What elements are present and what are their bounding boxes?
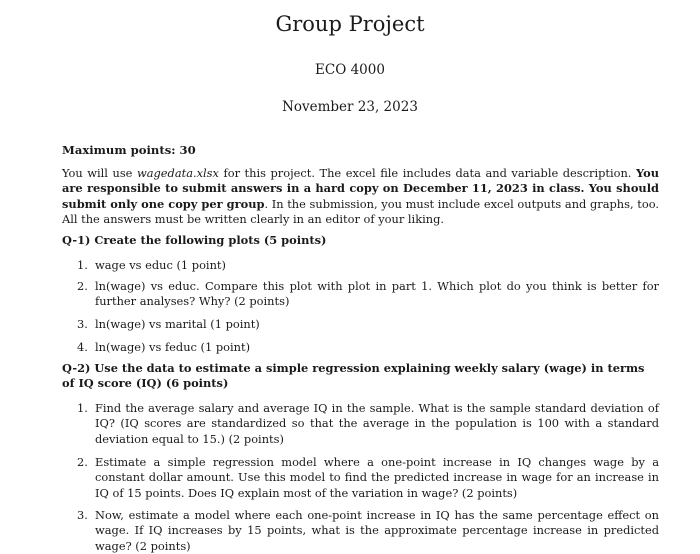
course-code: ECO 4000 (315, 62, 385, 78)
intro-filename: wagedata.xlsx (136, 166, 219, 180)
item-number: 4. (77, 340, 88, 354)
question-2-heading: Q-2) Use the data to estimate a simple regression explaining weekly salary (wage) in terms of IQ score (IQ) (6 points) (62, 361, 645, 391)
item-text: Estimate a simple regression model where a one-point increase in IQ changes wage by a constant dollar amount. Use this model to find the predicted increase in wage for an increase in IQ of 15 points. Does IQ explain most of the variation in wage? (2 points) (95, 455, 659, 500)
document-date: November 23, 2023 (282, 99, 418, 115)
item-text: ln(wage) vs educ. Compare this plot with plot in part 1. Which plot do you think is better for further analyses? Why? (2 points) (95, 279, 659, 309)
item-number: 2. (77, 455, 88, 469)
document-title: Group Project (275, 12, 425, 36)
item-number: 3. (77, 317, 88, 331)
intro-text-2: for this project. The excel file includes data and variable description. (218, 166, 636, 180)
item-text: Find the average salary and average IQ in the sample. What is the sample standard deviation of IQ? (IQ scores are standardized so that the average in the population is 100 with a standard deviation equal to 15.) (2 points) (95, 401, 659, 446)
maximum-points: Maximum points: 30 (62, 143, 196, 157)
item-number: 1. (77, 258, 88, 272)
item-text: wage vs educ (1 point) (95, 258, 226, 272)
intro-bold-instructions: You are responsible to submit answers in a hard copy on December 11, 2023 in class. You should submit only one copy per group (62, 166, 660, 211)
intro-text-3: . In the submission, you must include excel outputs and graphs, too. All the answers must be written clearly in an editor of your liking. (62, 196, 659, 226)
question-1-heading: Q-1) Create the following plots (5 points) (62, 233, 327, 247)
item-number: 1. (77, 401, 88, 415)
item-number: 2. (77, 279, 88, 293)
item-text: ln(wage) vs feduc (1 point) (95, 340, 251, 354)
intro-paragraph (62, 166, 659, 227)
item-text: Now, estimate a model where each one-point increase in IQ has the same percentage effect on wage. If IQ increases by 15 points, what is the approximate percentage increase in predicted wage? (2 points) (95, 508, 659, 553)
intro-text-1: You will use (62, 166, 137, 180)
item-number: 3. (77, 508, 88, 522)
item-text: ln(wage) vs marital (1 point) (95, 317, 260, 331)
